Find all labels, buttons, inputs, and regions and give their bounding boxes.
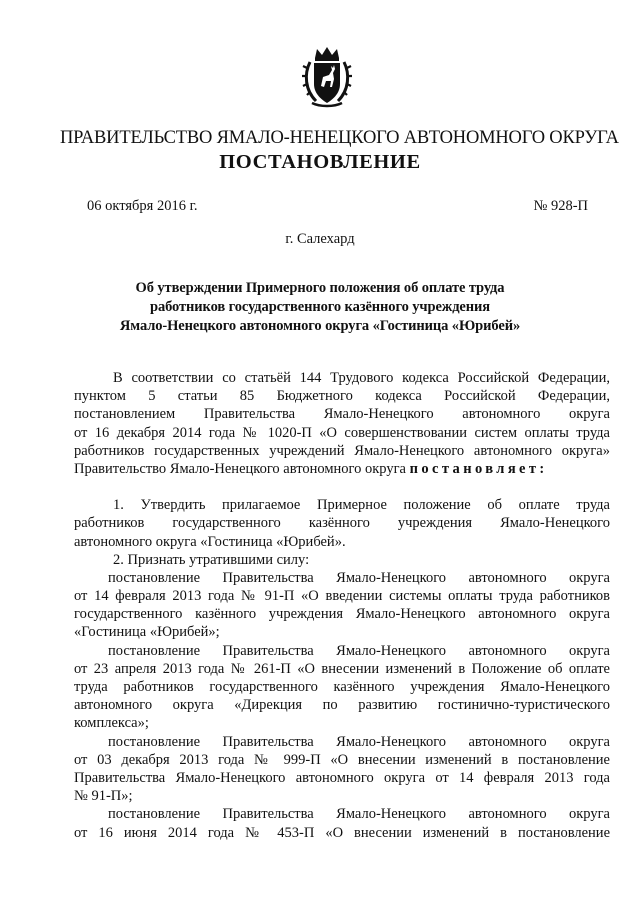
preamble-subject: Правительство Ямало-Ненецкого автономного округа (74, 460, 406, 477)
act-line: постановление Правительства Ямало-Ненецкого автономного округа (108, 806, 610, 823)
act-line: от 23 апреля 2013 года № 261-П «О внесении изменений в Положение об оплате (74, 660, 610, 677)
act-line: от 16 июня 2014 года № 453-П «О внесении изменений в постановление (74, 824, 610, 841)
act-line: комплекса»; (74, 715, 149, 732)
act-line: государственного казённого учреждения Ямало-Ненецкого автономного округа (74, 606, 610, 623)
preamble-line: постановлением Правительства Ямало-Ненецкого автономного округа (74, 406, 610, 423)
document-date: 06 октября 2016 г. (87, 198, 198, 214)
preamble-line: работников государственных учреждений Ямало-Ненецкого автономного округа» (74, 442, 610, 459)
act-line: автономного округа «Дирекция по развитию гостинично-туристического (74, 697, 610, 714)
act-line: труда работников государственного казённого учреждения Ямало-Ненецкого (74, 679, 610, 695)
preamble-line (74, 460, 610, 478)
act-line: постановление Правительства Ямало-Ненецкого автономного округа (108, 733, 610, 750)
act-line: Правительства Ямало-Ненецкого автономного округа от 14 февраля 2013 года (74, 769, 610, 786)
resolves-word: постановляет: (409, 460, 548, 477)
act-line: от 03 декабря 2013 года № 999-П «О внесении изменений в постановление (74, 751, 610, 768)
item-2-heading: 2. Признать утратившими силу: (113, 551, 310, 568)
document-number: № 928-П (533, 198, 588, 214)
preamble-line: В соответствии со статьёй 144 Трудового кодекса Российской Федерации, (113, 370, 610, 386)
act-line: «Гостиница «Юрибей»; (74, 624, 220, 641)
act-line: постановление Правительства Ямало-Ненецкого автономного округа (108, 569, 610, 586)
document-type: ПОСТАНОВЛЕНИЕ (219, 151, 421, 173)
title-line: Ямало-Ненецкого автономного округа «Гостиница «Юрибей» (119, 318, 521, 334)
preamble-line: пунктом 5 статьи 85 Бюджетного кодекса Российской Федерации, (74, 388, 610, 405)
city: г. Салехард (285, 231, 355, 247)
document-body (74, 369, 610, 842)
government-name: ПРАВИТЕЛЬСТВО ЯМАЛО-НЕНЕЦКОГО АВТОНОМНОГО ОКРУГА (60, 128, 619, 148)
title-line: работников государственного казённого учреждения (149, 299, 491, 315)
preamble-line: от 16 декабря 2014 года № 1020-П «О совершенствовании систем оплаты труда (74, 424, 610, 441)
act-line: постановление Правительства Ямало-Ненецкого автономного округа (108, 642, 610, 659)
coat-of-arms-icon (302, 46, 352, 108)
item-1-line: автономного округа «Гостиница «Юрибей». (74, 533, 346, 550)
document-title (100, 279, 540, 336)
item-1-line: работников государственного казённого учреждения Ямало-Ненецкого (74, 515, 610, 532)
item-1-line: 1. Утвердить прилагаемое Примерное положение об оплате труда (113, 497, 610, 514)
act-line: от 14 февраля 2013 года № 91-П «О введении системы оплаты труда работников (74, 588, 610, 605)
title-line: Об утверждении Примерного положения об оплате труда (135, 280, 505, 296)
act-line: № 91-П»; (74, 788, 133, 805)
